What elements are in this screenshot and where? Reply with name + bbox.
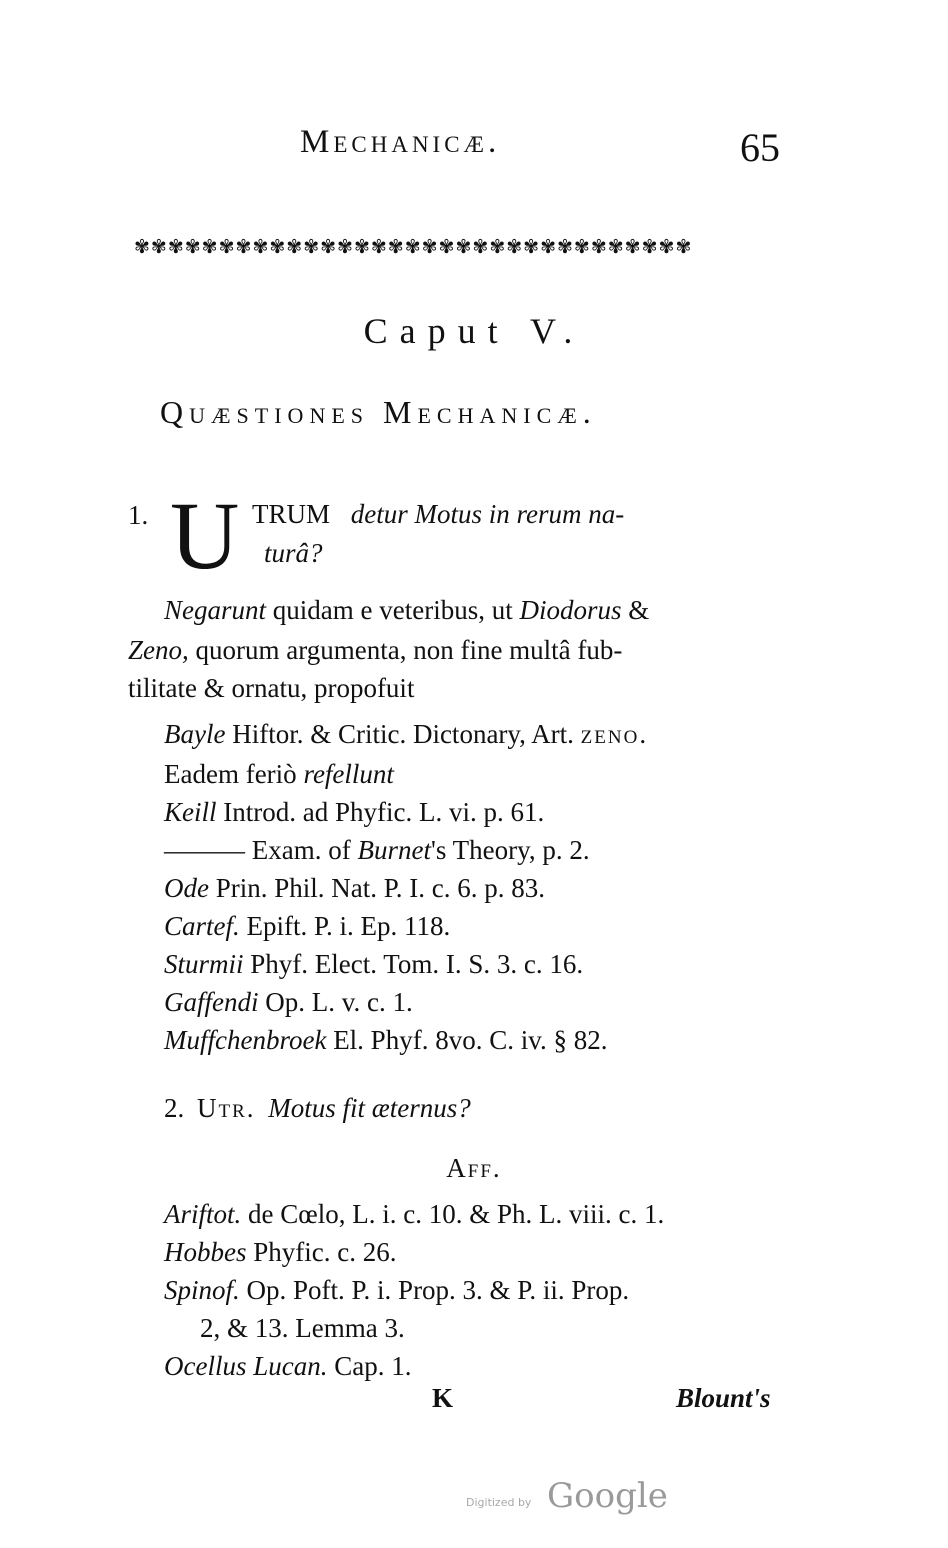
paragraph-line-3: tilitate & ornatu, propofuit xyxy=(128,673,415,703)
paragraph-text: & xyxy=(621,595,650,625)
reference-line xyxy=(164,908,450,944)
reference-line xyxy=(164,716,648,752)
reference-line xyxy=(164,870,545,906)
ref-italic: refellunt xyxy=(303,759,394,789)
lead-caps: TRUM xyxy=(252,499,331,529)
question-2 xyxy=(164,1090,471,1126)
ref-text: Hiftor. & Critic. Dictonary, Art. xyxy=(225,719,581,749)
ref-author: Keill xyxy=(164,797,217,827)
page-number: 65 xyxy=(740,125,780,170)
drop-cap: U xyxy=(170,482,240,589)
author-name: Negarunt xyxy=(164,595,267,625)
ornament-rule: ✾✾✾✾✾✾✾✾✾✾✾✾✾✾✾✾✾✾✾✾✾✾✾✾✾✾✾✾✾✾✾✾✾ xyxy=(134,236,693,258)
ref-author: Hobbes xyxy=(164,1237,247,1267)
google-watermark: Google xyxy=(547,1476,668,1516)
reference-line xyxy=(164,1022,607,1058)
ref-text: Introd. ad Phyfic. L. vi. p. 61. xyxy=(216,797,545,827)
ref-text: Eadem feriò xyxy=(164,759,304,789)
ref-dash: ——— xyxy=(164,835,245,865)
reference-line xyxy=(164,1348,411,1384)
paragraph-text: quorum argumenta, non fine multâ fub- xyxy=(188,635,623,665)
catchword: Blount's xyxy=(676,1383,771,1413)
ref-author: Bayle xyxy=(164,719,226,749)
reference-line xyxy=(164,756,394,792)
paragraph-line-1 xyxy=(164,592,649,628)
ref-author: Ariftot. xyxy=(164,1199,242,1229)
paragraph-text: quidam e veteribus, ut xyxy=(266,595,520,625)
ref-text: Exam. of xyxy=(245,835,358,865)
reference-line xyxy=(164,832,590,868)
reference-line xyxy=(164,1272,629,1308)
running-title: Mechanicæ. xyxy=(300,124,501,160)
reference-line xyxy=(200,1310,405,1346)
section-heading-aff: Aff. xyxy=(446,1153,502,1183)
reference-line xyxy=(164,984,413,1020)
question-number: 2. xyxy=(164,1093,185,1123)
reference-line xyxy=(164,794,544,830)
ref-text: El. Phyf. 8vo. C. iv. § 82. xyxy=(326,1025,608,1055)
question-number: 1. xyxy=(128,500,149,530)
question-1-line-1 xyxy=(252,496,624,532)
question-text: Motus fit æternus? xyxy=(268,1093,471,1123)
ref-text: 2, & 13. Lemma 3. xyxy=(200,1313,405,1343)
ref-author: Ocellus Lucan. xyxy=(164,1351,328,1381)
question-text: detur Motus in rerum na- xyxy=(350,499,625,529)
ref-author: Cartef. xyxy=(164,911,240,941)
chapter-subtitle: Quæstiones Mechanicæ. xyxy=(160,394,597,430)
reference-line xyxy=(164,946,583,982)
ref-text: de Cœlo, L. i. c. 10. & Ph. L. viii. c. 1. xyxy=(241,1199,665,1229)
digitized-by-label: Digitized by xyxy=(466,1496,532,1509)
lead-caps: Utr. xyxy=(197,1093,256,1123)
ref-author: Sturmii xyxy=(164,949,244,979)
ref-text: Cap. 1. xyxy=(327,1351,412,1381)
ref-italic: Burnet xyxy=(357,835,431,865)
signature-mark: K xyxy=(432,1383,454,1413)
reference-line xyxy=(164,1234,396,1270)
author-name: Zeno, xyxy=(128,635,189,665)
ref-text: 's Theory, p. 2. xyxy=(430,835,590,865)
ref-text: Epift. P. i. Ep. 118. xyxy=(239,911,451,941)
reference-line xyxy=(164,1196,664,1232)
ref-author: Gaffendi xyxy=(164,987,259,1017)
ref-text: Op. L. v. c. 1. xyxy=(258,987,413,1017)
author-name: Diodorus xyxy=(519,595,622,625)
ref-text: Prin. Phil. Nat. P. I. c. 6. p. 83. xyxy=(208,873,545,903)
ref-text: Op. Poft. P. i. Prop. 3. & P. ii. Prop. xyxy=(239,1275,630,1305)
chapter-title: Caput V. xyxy=(363,311,585,351)
ref-caps: zeno. xyxy=(580,719,649,749)
ref-author: Muffchenbroek xyxy=(164,1025,327,1055)
question-1-line-2: turâ? xyxy=(264,538,323,568)
ref-author: Ode xyxy=(164,873,209,903)
paragraph-line-2 xyxy=(128,632,622,668)
ref-author: Spinof. xyxy=(164,1275,240,1305)
ref-text: Phyf. Elect. Tom. I. S. 3. c. 16. xyxy=(243,949,584,979)
ref-text: Phyfic. c. 26. xyxy=(246,1237,397,1267)
